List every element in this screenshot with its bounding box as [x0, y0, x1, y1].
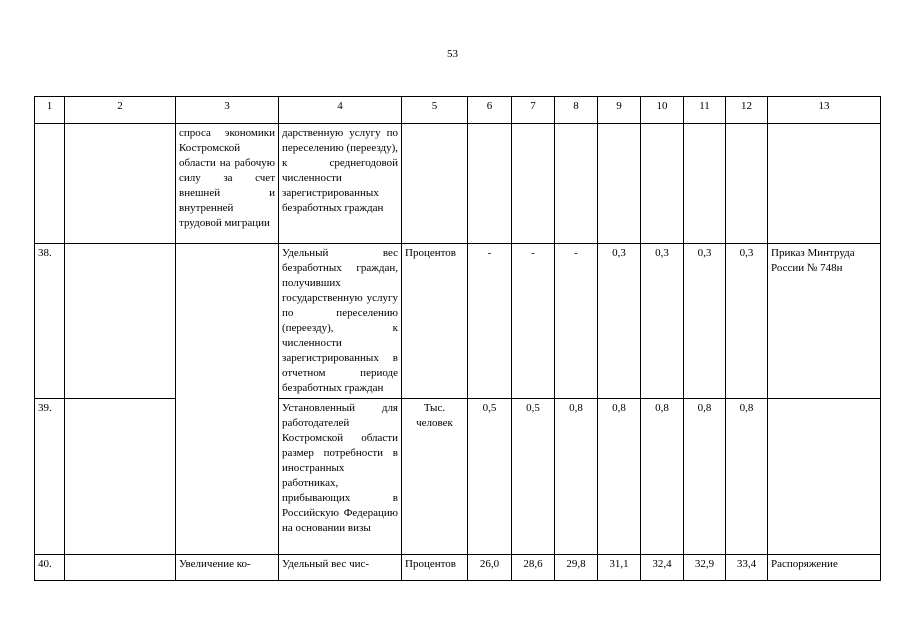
header-cell: 2: [65, 97, 176, 124]
header-cell: 12: [726, 97, 768, 124]
task-cell: Увеличение ко-: [176, 555, 279, 581]
task-cell-merged: [176, 244, 279, 555]
unit-cell: Процентов: [402, 555, 468, 581]
header-cell: 10: [641, 97, 684, 124]
value-cell: [641, 124, 684, 244]
value-cell: -: [468, 244, 512, 399]
value-cell: [726, 124, 768, 244]
value-cell: 26,0: [468, 555, 512, 581]
header-cell: 5: [402, 97, 468, 124]
indicator-name-cell: дарственную услугу по переселению (переезду), к среднегодовой численности зарегистрированных безработных граждан: [279, 124, 402, 244]
goal-cell: [65, 399, 176, 555]
row-number-cell: 40.: [35, 555, 65, 581]
goal-cell: [65, 124, 176, 244]
value-cell: 0,8: [641, 399, 684, 555]
header-cell: 4: [279, 97, 402, 124]
header-cell: 1: [35, 97, 65, 124]
source-cell: Приказ Минтруда России № 748н: [768, 244, 881, 399]
value-cell: 0,3: [598, 244, 641, 399]
value-cell: 0,8: [598, 399, 641, 555]
value-cell: 0,8: [726, 399, 768, 555]
row-number-cell: 39.: [35, 399, 65, 555]
value-cell: [684, 124, 726, 244]
table-row: [35, 244, 881, 399]
value-cell: 0,3: [726, 244, 768, 399]
value-cell: 31,1: [598, 555, 641, 581]
value-cell: 33,4: [726, 555, 768, 581]
value-cell: 0,5: [468, 399, 512, 555]
table-row: [35, 124, 881, 244]
indicator-name-cell: Удельный вес безработных граждан, получивших государственную услугу по переселению (переезду), к численности зарегистрированных в отчетном периоде безработных граждан: [279, 244, 402, 399]
value-cell: [555, 124, 598, 244]
value-cell: 0,5: [512, 399, 555, 555]
value-cell: -: [512, 244, 555, 399]
value-cell: [512, 124, 555, 244]
value-cell: 0,8: [555, 399, 598, 555]
indicator-name-cell: Установленный для работодателей Костромской области размер потребности в иностранных работниках, прибывающих в Российскую Федерацию на основании визы: [279, 399, 402, 555]
indicator-name-cell: Удельный вес чис-: [279, 555, 402, 581]
indicators-table: [34, 96, 881, 581]
source-cell: Распоряжение: [768, 555, 881, 581]
header-cell: 9: [598, 97, 641, 124]
row-number-cell: 38.: [35, 244, 65, 399]
value-cell: 32,9: [684, 555, 726, 581]
value-cell: [468, 124, 512, 244]
table-header-row: [35, 97, 881, 124]
value-cell: 0,3: [641, 244, 684, 399]
page-number: 53: [447, 48, 458, 60]
header-cell: 3: [176, 97, 279, 124]
unit-cell: Процентов: [402, 244, 468, 399]
value-cell: -: [555, 244, 598, 399]
goal-cell: [65, 555, 176, 581]
value-cell: 28,6: [512, 555, 555, 581]
table-row: [35, 555, 881, 581]
source-cell: [768, 399, 881, 555]
task-cell: спроса экономики Костромской области на рабочую силу за счет внешней и внутренней трудовой миграции: [176, 124, 279, 244]
header-cell: 8: [555, 97, 598, 124]
table-row: [35, 399, 881, 555]
value-cell: 29,8: [555, 555, 598, 581]
value-cell: 32,4: [641, 555, 684, 581]
value-cell: 0,3: [684, 244, 726, 399]
unit-cell: Тыс. человек: [402, 399, 468, 555]
row-number-cell: [35, 124, 65, 244]
source-cell: [768, 124, 881, 244]
unit-cell: [402, 124, 468, 244]
header-cell: 13: [768, 97, 881, 124]
header-cell: 6: [468, 97, 512, 124]
header-cell: 11: [684, 97, 726, 124]
value-cell: [598, 124, 641, 244]
value-cell: 0,8: [684, 399, 726, 555]
goal-cell: [65, 244, 176, 399]
header-cell: 7: [512, 97, 555, 124]
